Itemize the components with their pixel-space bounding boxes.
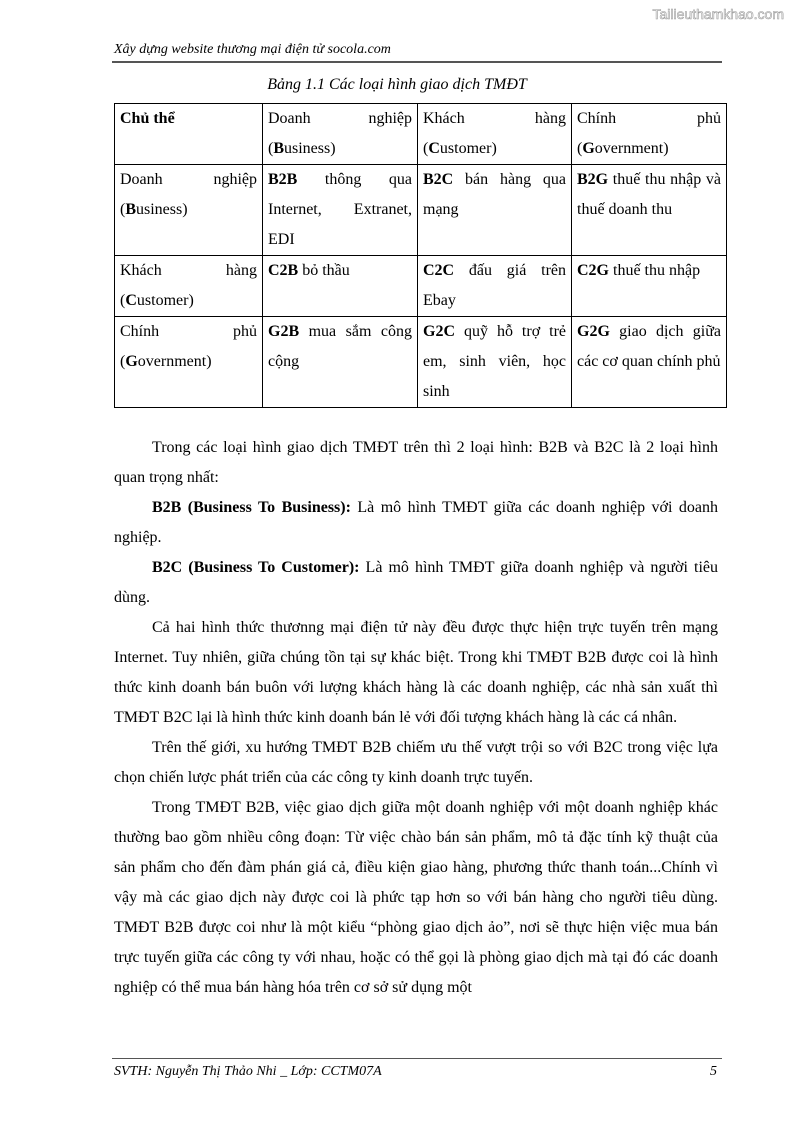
watermark: Tailieuthamkhao.com [652, 6, 784, 22]
text-segment: C2B [268, 262, 299, 279]
text-segment: ustomer) [439, 140, 497, 157]
table-cell [115, 104, 263, 165]
text-segment: C2G [577, 262, 609, 279]
text-segment: bỏ thầu [298, 262, 350, 279]
paragraph [114, 433, 718, 493]
text-segment: ustomer) [136, 292, 194, 309]
text-segment: thuế thu nhập và thuế doanh thu [577, 171, 721, 218]
text-segment: G2C [423, 323, 455, 340]
text-segment: G [125, 353, 138, 370]
paragraph [114, 553, 718, 613]
text-segment: C2C [423, 262, 455, 279]
table-cell [572, 317, 727, 408]
table-row [115, 165, 727, 256]
text-segment: đấu giá trên Ebay [423, 262, 566, 309]
table-cell [263, 317, 418, 408]
table-cell [418, 317, 572, 408]
text-segment: thông qua Internet, Extranet, EDI [268, 171, 412, 248]
text-segment: Trên thế giới, xu hướng TMĐT B2B chiếm ưu thế vượt trội so với B2C trong việc lựa chọn chiến lược phát triển của các công ty kinh doanh trực tuyến. [114, 739, 718, 786]
table-cell [572, 256, 727, 317]
text-segment: Là mô hình TMĐT giữa doanh nghiệp và người tiêu dùng. [114, 559, 718, 606]
text-segment: usiness) [284, 140, 336, 157]
text-segment: usiness) [136, 201, 188, 218]
table-cell [115, 317, 263, 408]
text-segment: Doanh nghiệp ( [268, 110, 412, 157]
table-cell [418, 165, 572, 256]
paragraph [114, 733, 718, 793]
text-segment: B [125, 201, 136, 218]
table-cell [263, 165, 418, 256]
table-cell [572, 165, 727, 256]
text-segment: Trong TMĐT B2B, việc giao dịch giữa một doanh nghiệp với một doanh nghiệp khác thường bao gồm nhiều công đoạn: Từ việc chào bán sản phẩm, mô tả đặc tính kỹ thuật của sản phẩm cho đến đàm phán giá cả, điều kiện giao hàng, phương thức thanh toán...Chính vì vậy mà các giao dịch này được coi là phức tạp hơn so với bán hàng cho người tiêu dùng. TMĐT B2B được coi như là một kiểu “phòng giao dịch ảo”, nơi sẽ thực hiện việc mua bán trực tuyến giữa các công ty với nhau, hoặc có thể gọi là phòng giao dịch mà tại đó các doanh nghiệp có thể mua bán hàng hóa trên cơ sở sử dụng một [114, 799, 718, 996]
paragraph [114, 793, 718, 1003]
text-segment: B2C [423, 171, 454, 188]
paragraph [114, 493, 718, 553]
footer-author: SVTH: Nguyễn Thị Thảo Nhi _ Lớp: CCTM07A [114, 1064, 382, 1079]
table-cell [572, 104, 727, 165]
running-header: Xây dựng website thương mại điện tử socola.com [114, 42, 391, 57]
text-segment: Khách hàng ( [423, 110, 566, 157]
table-cell [115, 165, 263, 256]
text-segment: mua sắm công cộng [268, 323, 412, 370]
text-segment: bán hàng qua mạng [423, 171, 566, 218]
text-segment: Trong các loại hình giao dịch TMĐT trên thì 2 loại hình: B2B và B2C là 2 loại hình quan trọng nhất: [114, 439, 718, 486]
table-row [115, 317, 727, 408]
text-segment: giao dịch giữa các cơ quan chính phủ [577, 323, 721, 370]
table-cell [418, 256, 572, 317]
body-text [114, 433, 718, 1003]
table-caption: Bảng 1.1 Các loại hình giao dịch TMĐT [267, 76, 527, 93]
page-number: 5 [710, 1064, 717, 1079]
text-segment: Chủ thể [120, 110, 175, 127]
text-segment: Cả hai hình thức thươnng mại điện tử này đều được thực hiện trực tuyến trên mạng Internet. Tuy nhiên, giữa chúng tồn tại sự khác biệt. Trong khi TMĐT B2B được coi là hình thức kinh doanh bán buôn với lượng khách hàng là các doanh nghiệp, các nhà sản xuất thì TMĐT B2C lại là hình thức kinh doanh bán lẻ với đối tượng khách hàng là các cá nhân. [114, 619, 718, 726]
text-segment: G2G [577, 323, 610, 340]
transaction-types-table [114, 103, 727, 408]
table-row [115, 104, 727, 165]
text-segment: overnment) [137, 353, 212, 370]
text-segment: Khách hàng ( [120, 262, 257, 309]
header-divider [112, 61, 722, 63]
text-segment: Chính phủ ( [120, 323, 257, 370]
text-segment: Là mô hình TMĐT giữa các doanh nghiệp với doanh nghiệp. [114, 499, 718, 546]
text-segment: Doanh nghiệp ( [120, 171, 257, 218]
text-segment: B [273, 140, 284, 157]
text-segment: C [125, 292, 137, 309]
text-segment: quỹ hỗ trợ trẻ em, sinh viên, học sinh [423, 323, 566, 400]
text-segment: G [582, 140, 595, 157]
table-cell [418, 104, 572, 165]
footer-divider [112, 1058, 722, 1059]
text-segment: G2B [268, 323, 300, 340]
text-segment: B2B (Business To Business): [152, 499, 351, 516]
table-cell [263, 256, 418, 317]
table-cell [115, 256, 263, 317]
text-segment: Chính phủ ( [577, 110, 721, 157]
text-segment: C [428, 140, 440, 157]
table-row [115, 256, 727, 317]
text-segment: B2B [268, 171, 298, 188]
table-cell [263, 104, 418, 165]
text-segment: overnment) [594, 140, 669, 157]
paragraph [114, 613, 718, 733]
text-segment: B2C (Business To Customer): [152, 559, 360, 576]
text-segment: B2G [577, 171, 609, 188]
text-segment: thuế thu nhập [609, 262, 701, 279]
